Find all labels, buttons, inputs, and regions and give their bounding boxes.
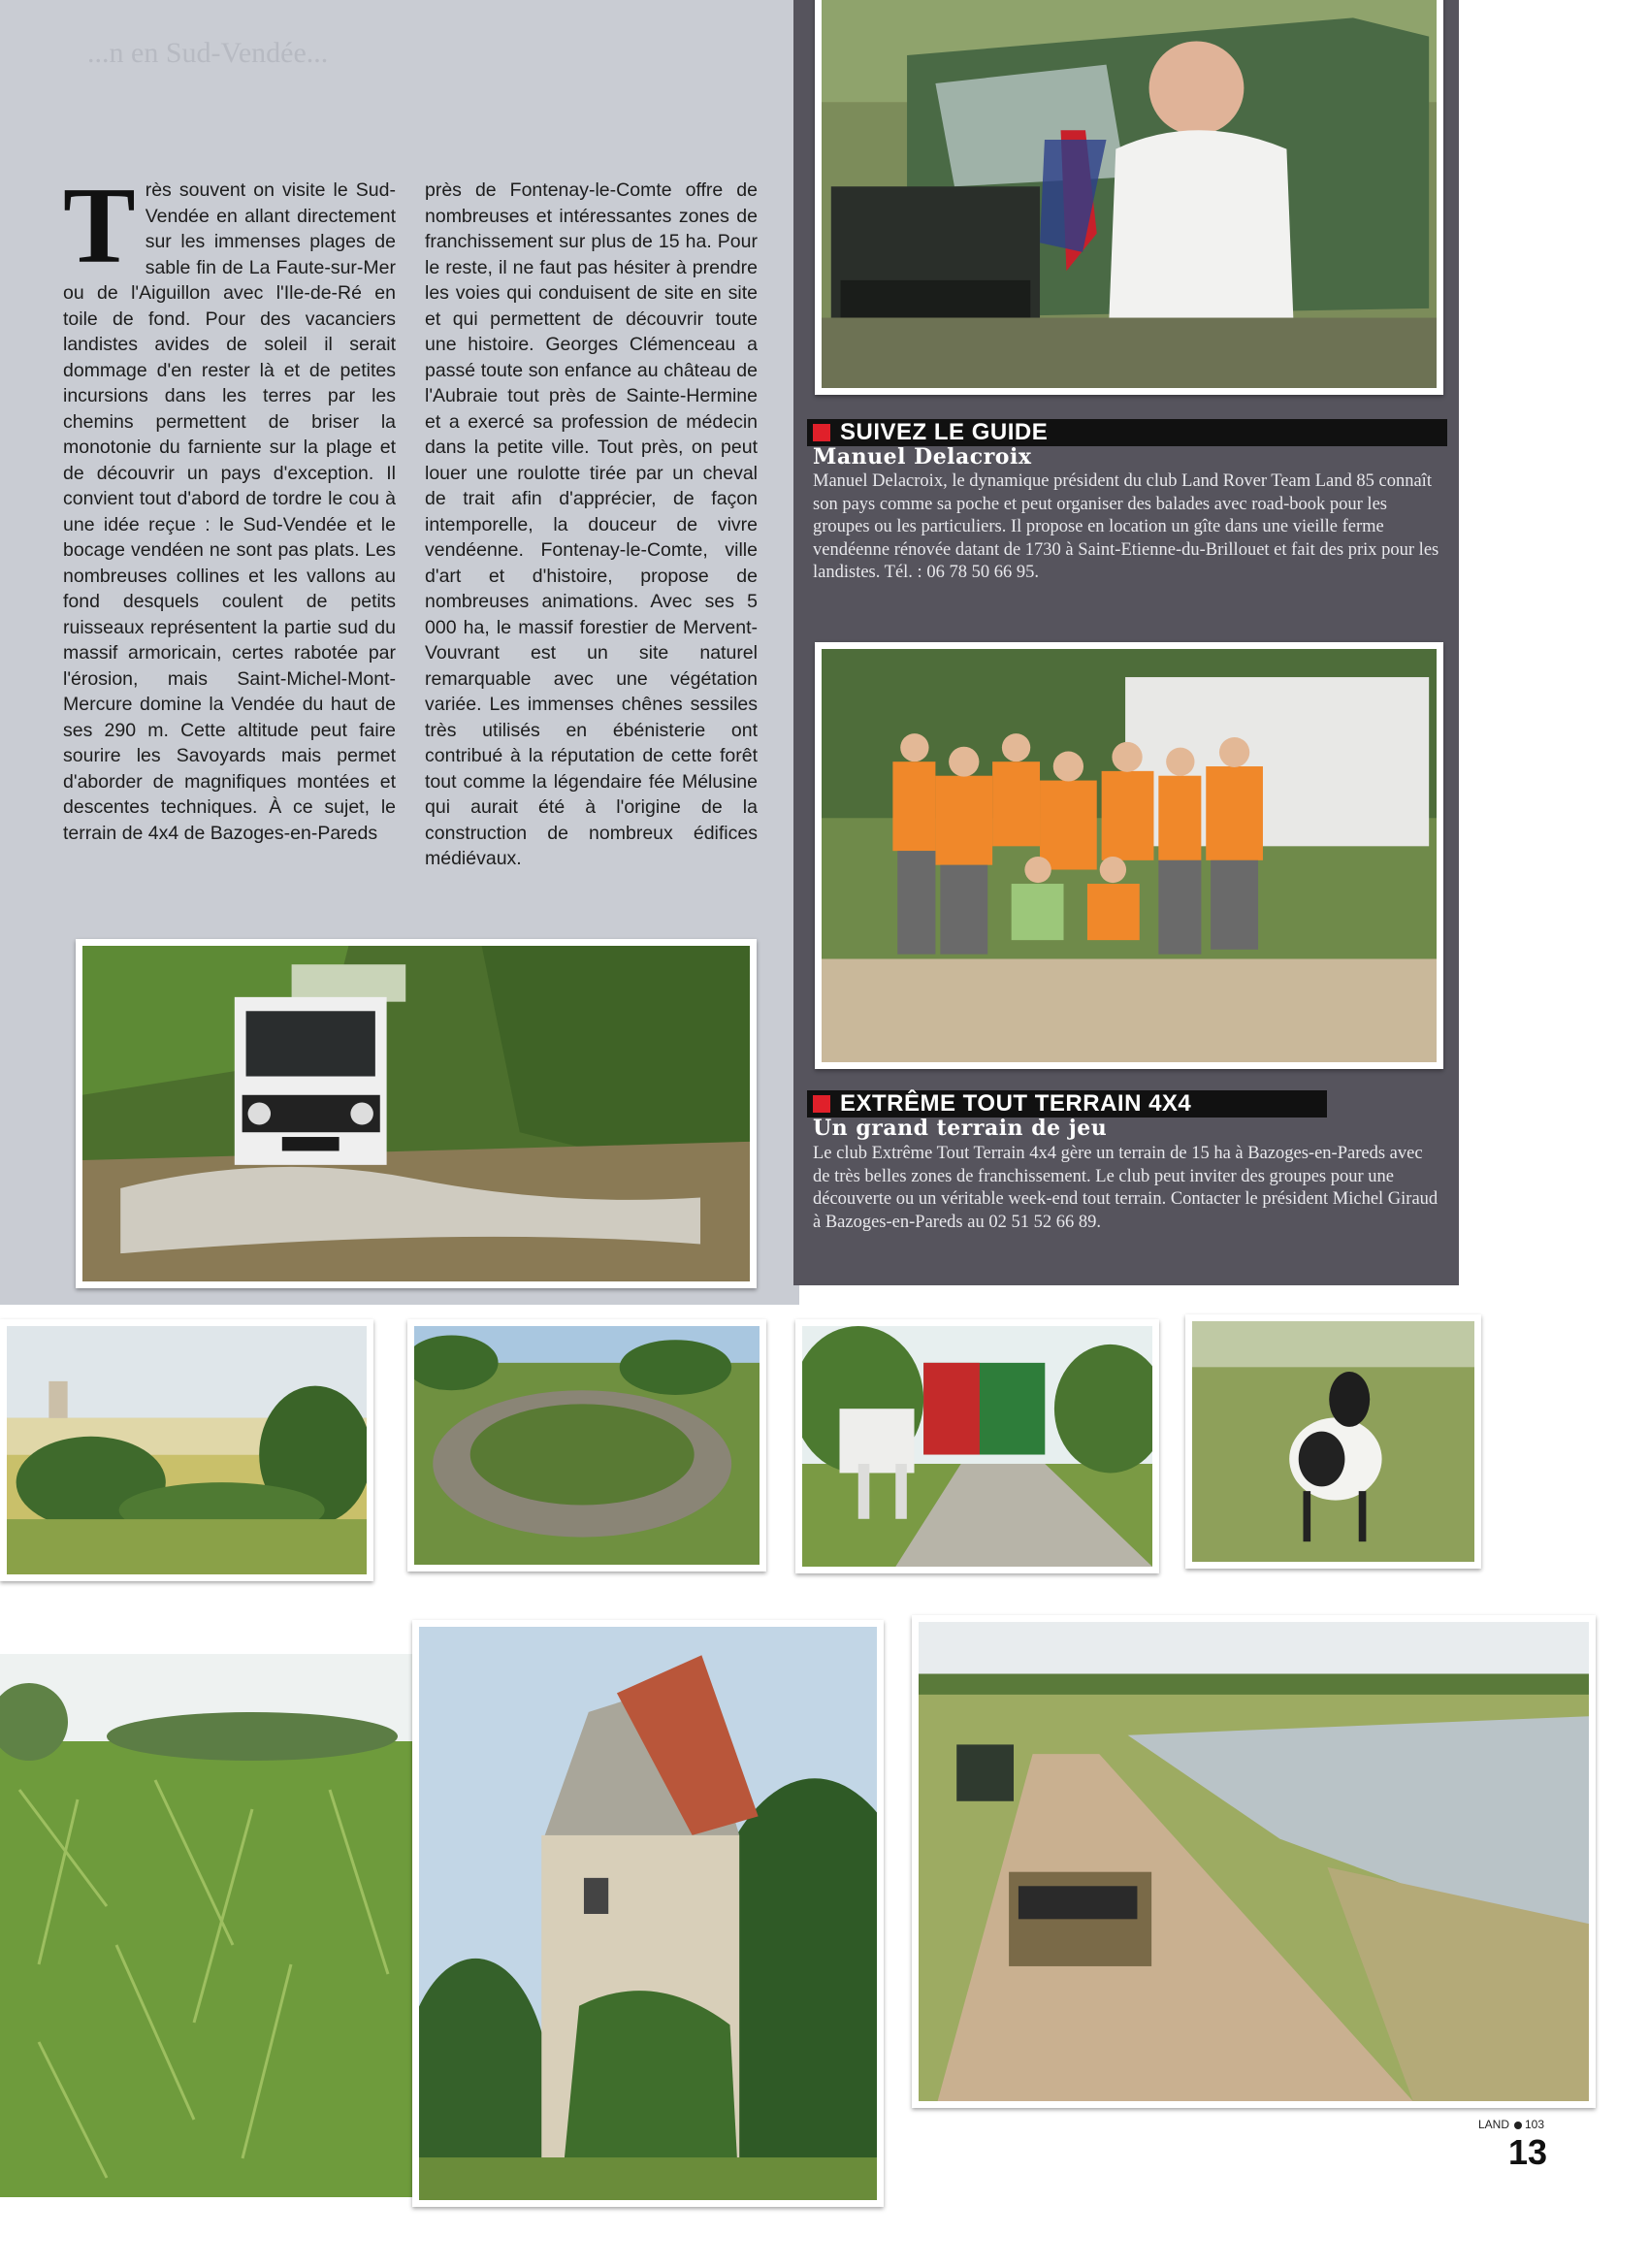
land-rover-water-crossing-photo — [76, 939, 757, 1288]
terrain-box-subheading: Un grand terrain de jeu — [813, 1116, 1108, 1141]
club-group-photo — [815, 642, 1443, 1069]
windmill-photo — [412, 1620, 884, 2207]
guide-box-heading-text: SUIVEZ LE GUIDE — [840, 419, 1049, 445]
terrain-box-heading — [807, 1090, 1327, 1118]
article-column-2-text: près de Fontenay-le-Comte offre de nombreuses et intéressantes zones de franchissement sur plus de 15 ha. Pour le reste, il ne faut pas hésiter à prendre les voies qui conduisent de site en site et qui permettent de découvrir toute une histoire. Georges Clémenceau a passé toute son enfance au château de l'Aubraie tout près de Sainte-Hermine et a exercé sa profession de médecin dans la petite ville. Tout près, on peut louer une roulotte tirée par un cheval de trait afin d'apprécier, de façon intemporelle, la douceur de vivre vendéenne. Fontenay-le-Comte, ville d'art et d'histoire, propose de nombreuses animations. Avec ses 5 000 ha, le massif forestier de Mervent-Vouvrant est un site naturel remarquable avec une végétation variée. Les immenses chênes sessiles très utilisés en ébénisterie ont contribué à la réputation de cette forêt tout comme la légendaire fée Mélusine qui aurait été à l'origine de la construction de nombreux édifices médiévaux. — [425, 179, 758, 869]
range-rover-marsh-photo — [912, 1615, 1596, 2108]
guide-box-heading — [807, 419, 1447, 446]
horse-drawn-caravan-photo — [795, 1319, 1159, 1573]
stone-ruin-photo — [407, 1319, 766, 1571]
red-square-icon — [813, 1095, 830, 1113]
drop-cap: T — [63, 166, 136, 286]
folio-magazine: LAND — [1478, 2118, 1510, 2131]
village-landscape-photo — [0, 1319, 373, 1581]
page-number: 13 — [1508, 2132, 1548, 2172]
terrain-box-text: Le club Extrême Tout Terrain 4x4 gère un terrain de 15 ha à Bazoges-en-Pareds avec de très belles zones de franchissement. Le club peut inviter des groupes pour une découverte ou un véritable week-end tout terrain. Contacter le président Michel Giraud à Bazoges-en-Pareds au 02 51 52 66 89. — [813, 1144, 1439, 1232]
folio-dot-icon — [1514, 2122, 1522, 2129]
article-column-1-text: rès souvent on visite le Sud-Vendée en allant directement sur les immenses plages de sable fin de La Faute-sur-Mer ou de l'Aiguillon avec l'Ile-de-Ré en toile de fond. Pour des vacanciers landistes avides de soleil il serait dommage d'en rester là et de petites incursions dans les terres par les chemins permettent de briser la monotonie du farniente sur la plage et de découvrir un pays d'exception. Il convient tout d'abord de tordre le cou à une idée reçue : le Sud-Vendée et le bocage vendéen ne sont pas plats. Les nombreuses collines et les vallons au fond desquels coulent de petits ruisseaux représentent la partie sud du massif armoricain, certes rabotée par l'érosion, mais Saint-Michel-Mont-Mercure domine la Vendée du haut de ses 290 m. Cette altitude peut faire sourire les Savoyards mais permet d'aborder de magnifiques montées et descentes techniques. À ce sujet, le terrain de 4x4 de Bazoges-en-Pareds — [63, 179, 396, 844]
guide-box-text: Manuel Delacroix, le dynamique président du club Land Rover Team Land 85 connaît son pays comme sa poche et peut organiser des balades avec road-book pour les groupes ou les particuliers. Il propose en location un gîte dans une vieille ferme vendéenne rénovée datant de 1730 à Saint-Etienne-du-Brillouet et fait des prix pour les landistes. Tél. : 06 78 50 66 95. — [813, 471, 1439, 582]
portrait-man-with-flag-photo — [815, 0, 1443, 395]
terrain-box-heading-text: EXTRÊME TOUT TERRAIN 4X4 — [840, 1090, 1192, 1117]
article-column-2 — [425, 178, 758, 872]
article-column-1 — [63, 166, 396, 846]
red-square-icon — [813, 424, 830, 441]
faded-heading: ...n en Sud-Vendée... — [87, 37, 329, 69]
guide-box-subheading: Manuel Delacroix — [813, 444, 1032, 470]
folio-issue: 103 — [1525, 2118, 1545, 2131]
corn-field-photo — [0, 1654, 417, 2197]
goat-photo — [1185, 1314, 1481, 1569]
